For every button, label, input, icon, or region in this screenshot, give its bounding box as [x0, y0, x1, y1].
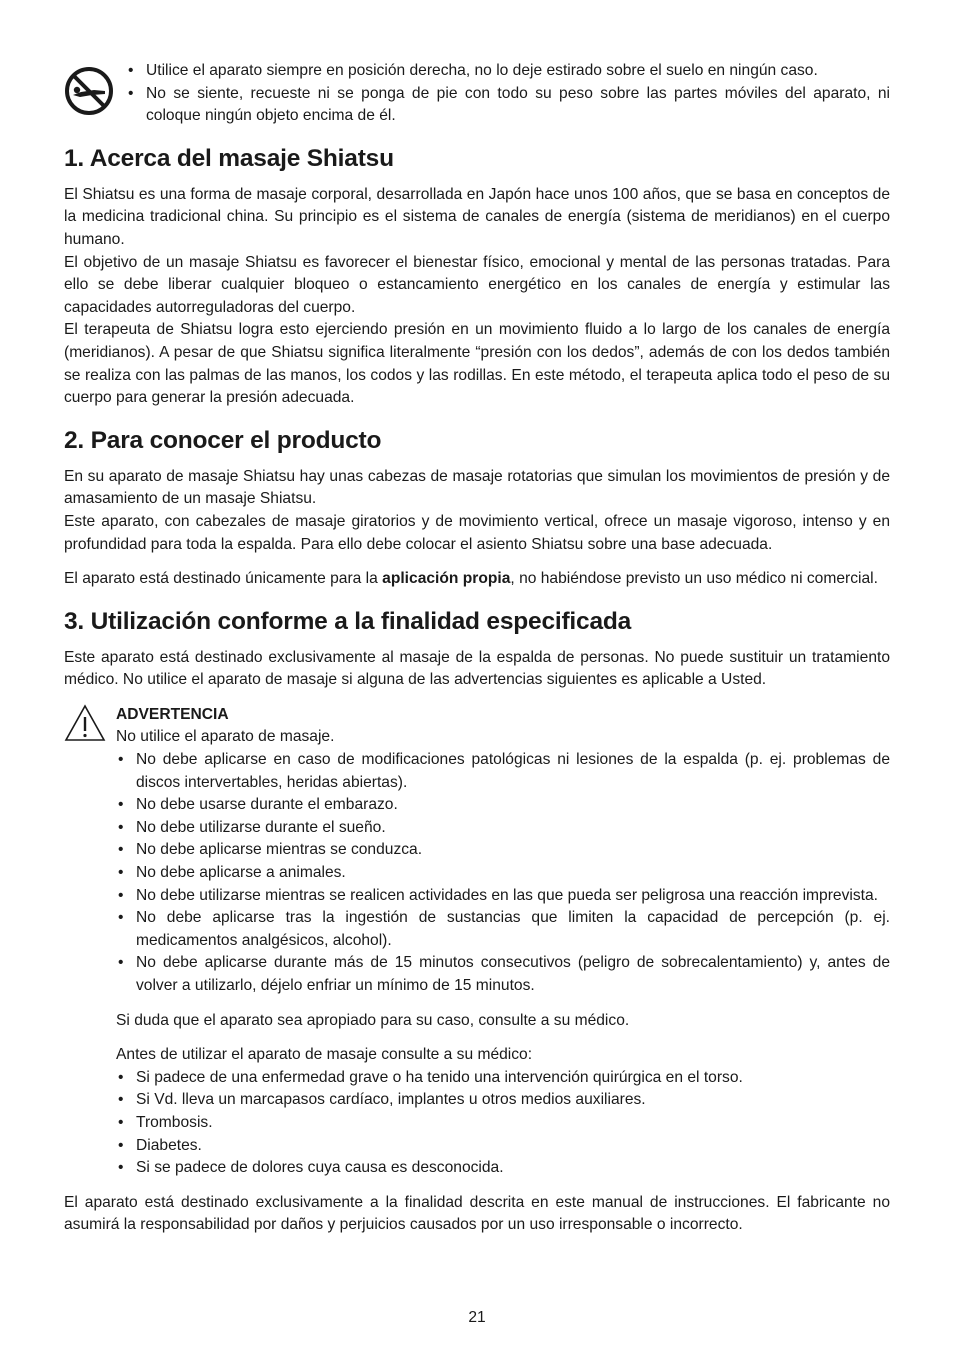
- emphasis-text: aplicación propia: [382, 570, 511, 588]
- warning-list: [116, 749, 890, 998]
- list-item: • No debe aplicarse en caso de modificaciones patológicas ni lesiones de la espalda (p. ej. problemas de discos intervertables, heridas abiertas).: [116, 749, 890, 794]
- list-item: • No debe aplicarse durante más de 15 minutos consecutivos (peligro de sobrecalentamiento) y, antes de volver a utilizarlo, déjelo enfriar un mínimo de 15 minutos.: [116, 952, 890, 997]
- section-1-paragraph: El Shiatsu es una forma de masaje corporal, desarrollada en Japón hace unos 100 años, que se basa en conceptos de la medicina tradicional china. Su principio es el sistema de canales de energía (sistema de meridianos) en el cuerpo humano.: [64, 185, 890, 248]
- warning-triangle-icon: [64, 704, 106, 742]
- section-2-paragraph: En su aparato de masaje Shiatsu hay unas cabezas de masaje rotatorias que simulan los movimientos de presión y de amasamiento de un masaje Shiatsu.: [64, 467, 890, 508]
- list-item: • No debe aplicarse a animales.: [116, 862, 890, 885]
- top-safety-block: [64, 60, 890, 128]
- document-page: [64, 60, 890, 1237]
- closing-paragraph: El aparato está destinado exclusivamente a la finalidad descrita en este manual de instrucciones. El fabricante no asumirá la responsabilidad por daños y perjuicios causados por un uso irresponsable o incorrecto.: [64, 1193, 890, 1234]
- section-1-paragraph: El terapeuta de Shiatsu logra esto ejerciendo presión en un movimiento fluido a lo largo de los canales de energía (meridianos). A pesar de que Shiatsu significa literalmente “presión con los dedos”, además de con los dedos también se realiza con las palmas de las manos, los codos y las rodillas. En este método, el terapeuta aplica todo el peso de su cuerpo para generar la presión adecuada.: [64, 321, 890, 407]
- top-bullet-list: [126, 60, 890, 128]
- section-2-paragraph: Este aparato, con cabezales de masaje giratorios y de movimiento vertical, ofrece un masaje vigoroso, intenso y en profundidad para toda la espalda. Para ello debe colocar el asiento Shiatsu sobre una base adecuada.: [64, 512, 890, 553]
- warning-title: ADVERTENCIA: [116, 705, 229, 723]
- warning-intro: No utilice el aparato de masaje.: [116, 728, 335, 746]
- page-number: 21: [468, 1309, 486, 1326]
- list-item: • Si Vd. lleva un marcapasos cardíaco, implantes u otros medios auxiliares.: [116, 1089, 890, 1112]
- list-item: • No debe aplicarse mientras se conduzca.: [116, 839, 890, 862]
- list-item: • No debe utilizarse mientras se realicen actividades en las que pueda ser peligrosa una reacción imprevista.: [116, 885, 890, 908]
- list-item: • No debe utilizarse durante el sueño.: [116, 817, 890, 840]
- intended-use-paragraph: El aparato está destinado únicamente para la aplicación propia, no habiéndose previsto un uso médico ni comercial.: [64, 570, 878, 588]
- list-item: • No se siente, recueste ni se ponga de pie con todo su peso sobre las partes móviles del aparato, ni coloque ningún objeto encima de él.: [126, 83, 890, 128]
- doubt-paragraph: Si duda que el aparato sea apropiado para su caso, consulte a su médico.: [116, 1011, 630, 1029]
- list-item: • No debe aplicarse tras la ingestión de sustancias que limiten la capacidad de percepción (p. ej. medicamentos analgésicos, alcohol).: [116, 907, 890, 952]
- warning-block: [64, 704, 890, 1180]
- section-2-heading: 2. Para conocer el producto: [64, 426, 382, 454]
- no-lying-down-prohibition-icon: [64, 66, 114, 116]
- list-item: • No debe usarse durante el embarazo.: [116, 794, 890, 817]
- section-1-paragraph: El objetivo de un masaje Shiatsu es favorecer el bienestar físico, emocional y mental de las personas tratadas. Para ello se debe liberar cualquier bloqueo o estancamiento energético en los canales de energía y estimular las capacidades autorreguladoras del cuerpo.: [64, 253, 890, 316]
- section-1-heading: 1. Acerca del masaje Shiatsu: [64, 144, 394, 172]
- list-item: • Si se padece de dolores cuya causa es desconocida.: [116, 1157, 890, 1180]
- consult-intro: Antes de utilizar el aparato de masaje consulte a su médico:: [116, 1046, 533, 1064]
- consult-list: [116, 1067, 890, 1180]
- list-item: • Diabetes.: [116, 1135, 890, 1158]
- list-item: • Trombosis.: [116, 1112, 890, 1135]
- section-3-heading: 3. Utilización conforme a la finalidad especificada: [64, 607, 632, 635]
- list-item: • Si padece de una enfermedad grave o ha tenido una intervención quirúrgica en el torso.: [116, 1067, 890, 1090]
- section-3-intro: Este aparato está destinado exclusivamente al masaje de la espalda de personas. No puede sustituir un tratamiento médico. No utilice el aparato de masaje si alguna de las advertencias siguientes es aplicable a Usted.: [64, 648, 890, 689]
- list-item: • Utilice el aparato siempre en posición derecha, no lo deje estirado sobre el suelo en ningún caso.: [126, 60, 890, 83]
